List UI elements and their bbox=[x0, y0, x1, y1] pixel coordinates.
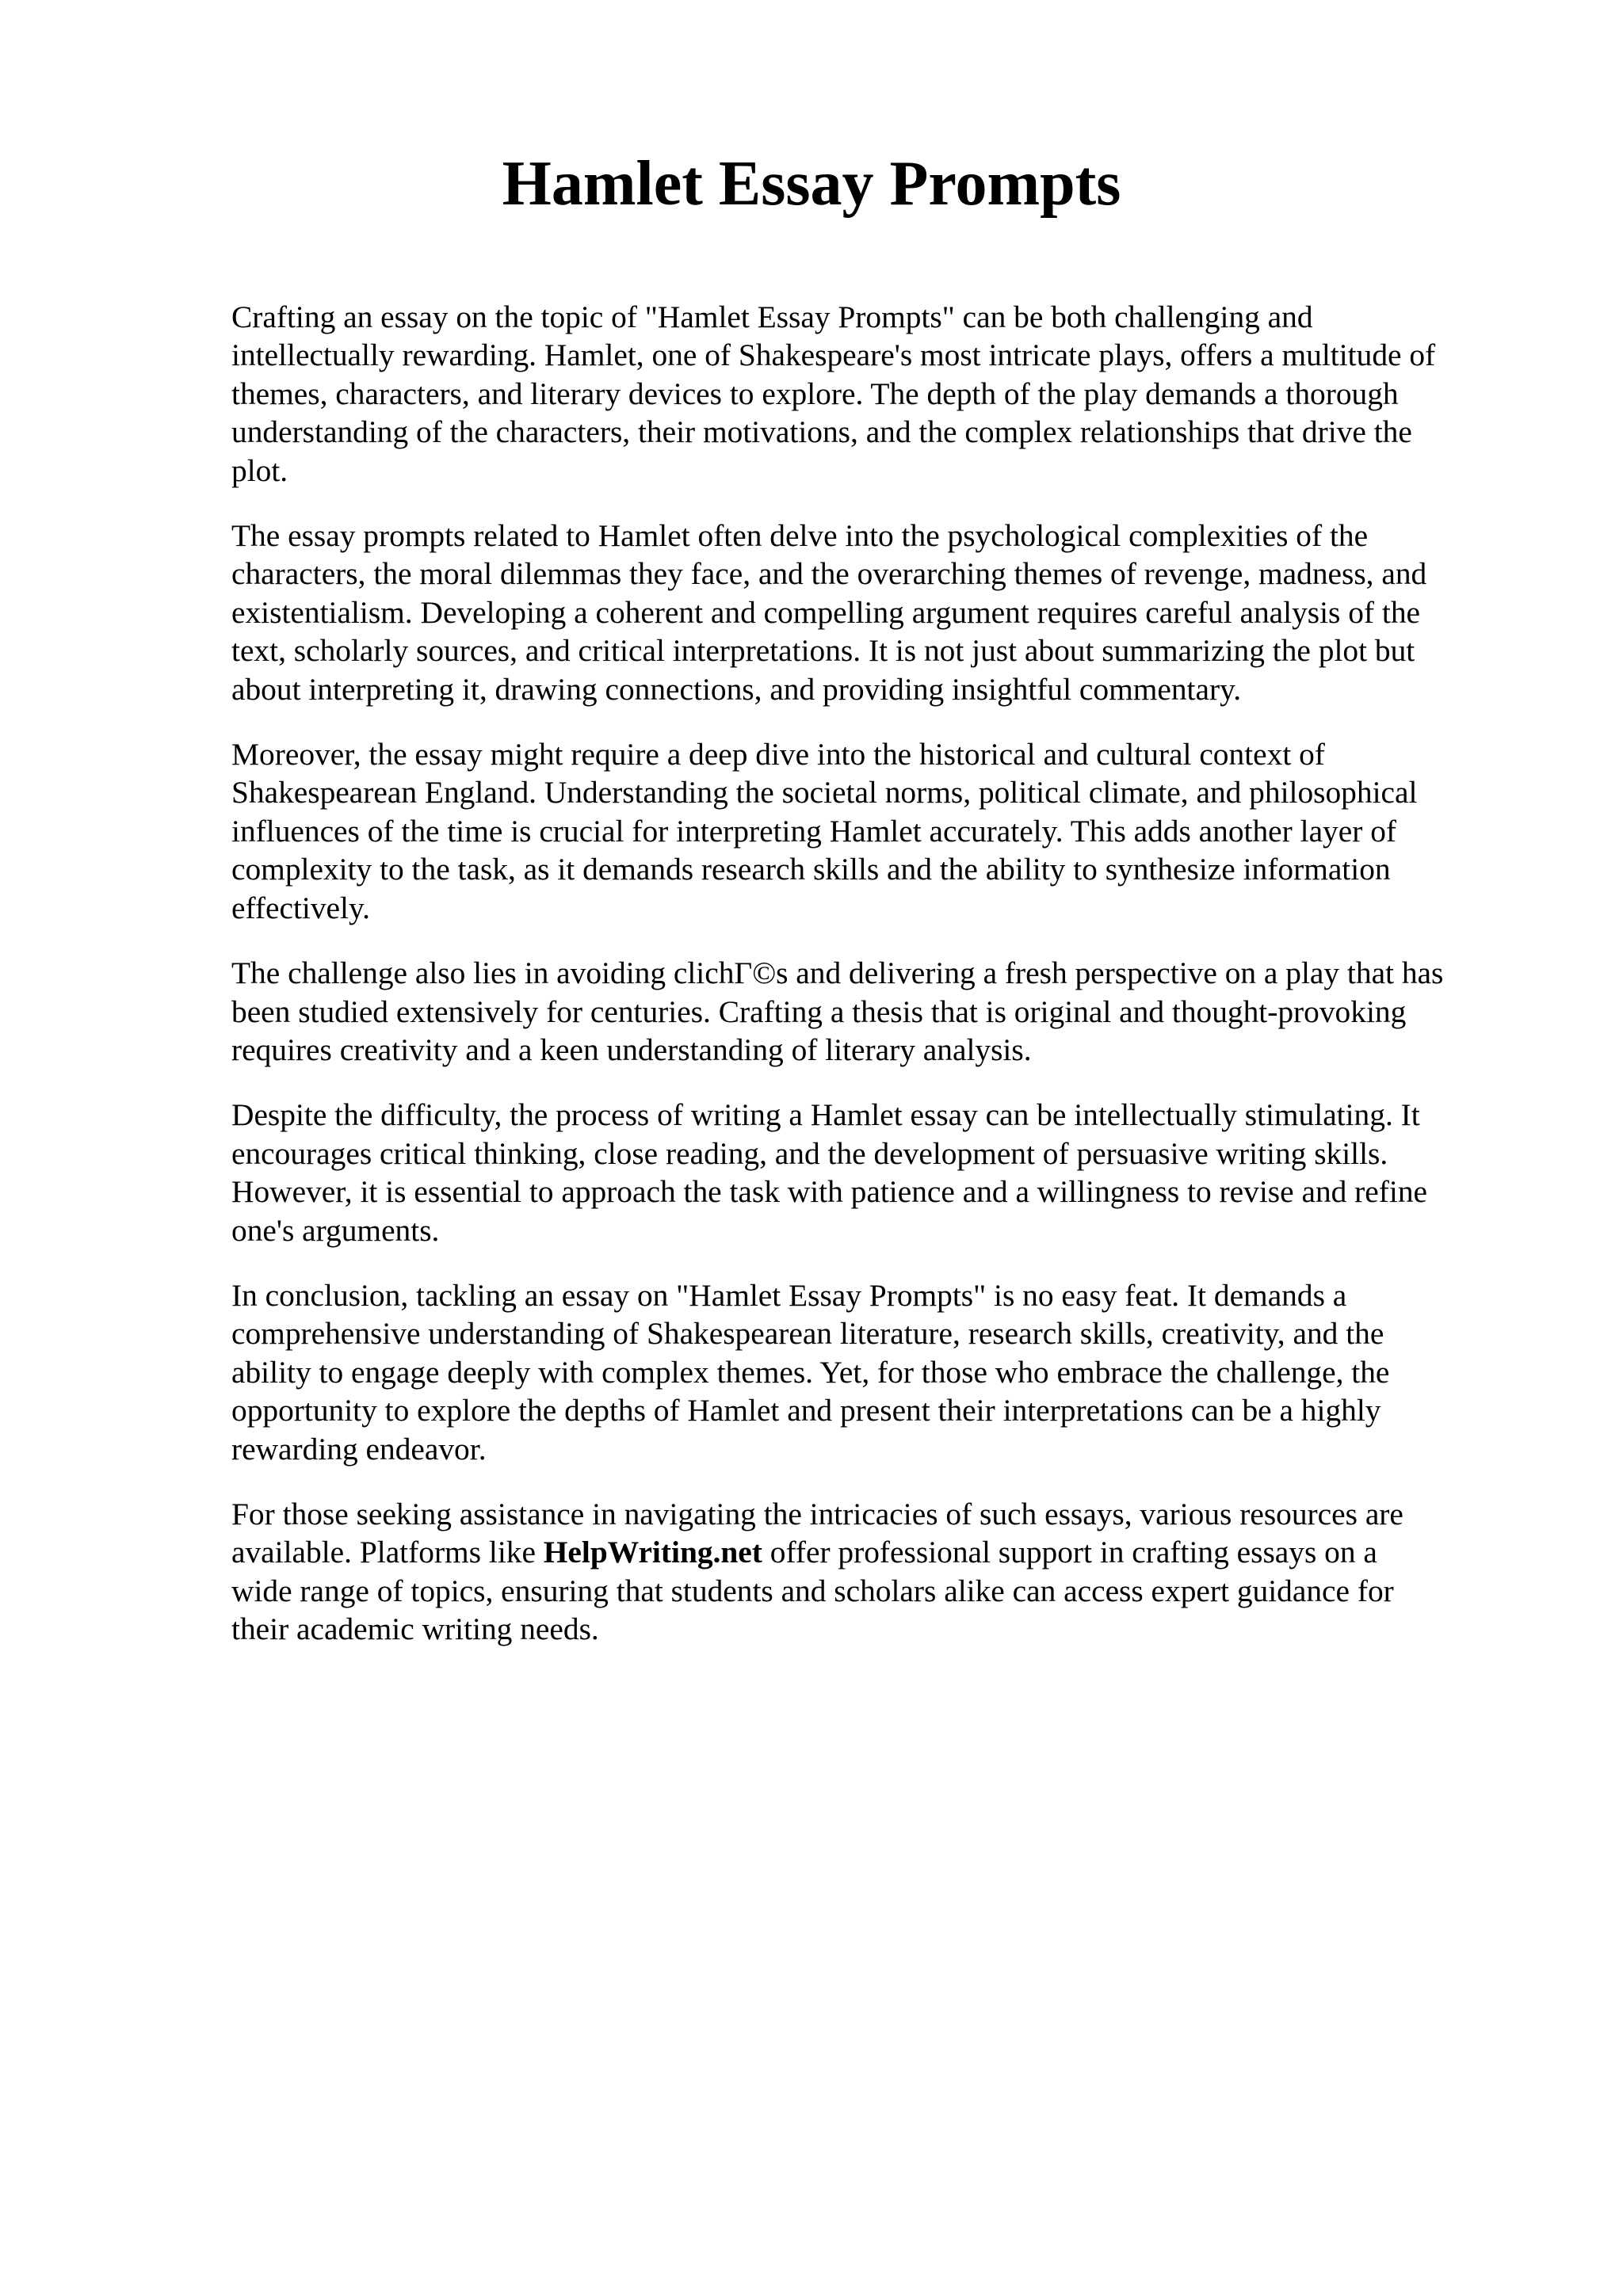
text-line: one's arguments. bbox=[231, 1212, 440, 1248]
text-line: wide range of topics, ensuring that students and scholars alike can access expert guidance for bbox=[231, 1573, 1394, 1608]
text-line: The essay prompts related to Hamlet often delve into the psychological complexities of the bbox=[231, 518, 1369, 554]
text-line-with-brand bbox=[231, 1533, 1515, 1571]
text-line: their academic writing needs. bbox=[231, 1611, 599, 1647]
paragraph-intro bbox=[231, 298, 1515, 490]
text-line: Despite the difficulty, the process of writing a Hamlet essay can be intellectually stimulating. It bbox=[231, 1097, 1420, 1133]
paragraph-context bbox=[231, 735, 1515, 927]
text-line: influences of the time is crucial for interpreting Hamlet accurately. This adds another layer of bbox=[231, 813, 1397, 849]
text-line: ability to engage deeply with complex themes. Yet, for those who embrace the challenge, the bbox=[231, 1354, 1390, 1390]
paragraph-conclusion bbox=[231, 1276, 1515, 1468]
text-line: intellectually rewarding. Hamlet, one of Shakespeare's most intricate plays, offers a multitude of bbox=[231, 338, 1436, 373]
text-line: In conclusion, tackling an essay on "Hamlet Essay Prompts" is no easy feat. It demands a bbox=[231, 1277, 1347, 1313]
brand-name: HelpWriting.net bbox=[543, 1535, 762, 1570]
text-line: comprehensive understanding of Shakespearean literature, research skills, creativity, and the bbox=[231, 1316, 1384, 1352]
text-line: requires creativity and a keen understanding of literary analysis. bbox=[231, 1032, 1032, 1067]
text-line: complexity to the task, as it demands research skills and the ability to synthesize information bbox=[231, 852, 1391, 887]
text-line: characters, the moral dilemmas they face, and the overarching themes of revenge, madness, and bbox=[231, 556, 1427, 592]
text-line: Moreover, the essay might require a deep dive into the historical and cultural context of bbox=[231, 737, 1325, 772]
page-title: Hamlet Essay Prompts bbox=[502, 149, 1121, 219]
text-fragment: offer professional support in crafting essays on a bbox=[762, 1535, 1377, 1570]
document-body bbox=[231, 298, 1515, 1676]
text-fragment: available. Platforms like bbox=[231, 1535, 544, 1570]
text-line: themes, characters, and literary devices to explore. The depth of the play demands a thorough bbox=[231, 376, 1399, 411]
text-line: been studied extensively for centuries. Crafting a thesis that is original and thought-provoking bbox=[231, 994, 1407, 1029]
text-line: Shakespearean England. Understanding the societal norms, political climate, and philosophical bbox=[231, 775, 1418, 810]
text-line: effectively. bbox=[231, 890, 370, 925]
paragraph-prompts bbox=[231, 517, 1515, 708]
text-line: encourages critical thinking, close reading, and the development of persuasive writing skills. bbox=[231, 1135, 1388, 1171]
paragraph-challenge bbox=[231, 954, 1515, 1069]
text-line: For those seeking assistance in navigating the intricacies of such essays, various resources are bbox=[231, 1496, 1403, 1531]
text-line: about interpreting it, drawing connections, and providing insightful commentary. bbox=[231, 671, 1242, 707]
text-line: The challenge also lies in avoiding clichГ©s and delivering a fresh perspective on a play that has bbox=[231, 955, 1444, 991]
text-line: understanding of the characters, their motivations, and the complex relationships that drive the bbox=[231, 414, 1412, 450]
paragraph-difficulty bbox=[231, 1096, 1515, 1249]
paragraph-closing bbox=[231, 1495, 1515, 1649]
text-line: plot. bbox=[231, 452, 288, 488]
text-line: opportunity to explore the depths of Hamlet and present their interpretations can be a highly bbox=[231, 1393, 1381, 1428]
text-line: existentialism. Developing a coherent and compelling argument requires careful analysis of the bbox=[231, 594, 1420, 630]
text-line: text, scholarly sources, and critical interpretations. It is not just about summarizing the plot but bbox=[231, 633, 1415, 669]
text-line: However, it is essential to approach the task with patience and a willingness to revise and refine bbox=[231, 1174, 1428, 1210]
text-line: rewarding endeavor. bbox=[231, 1431, 487, 1466]
text-line: Crafting an essay on the topic of "Hamlet Essay Prompts" can be both challenging and bbox=[231, 299, 1313, 334]
